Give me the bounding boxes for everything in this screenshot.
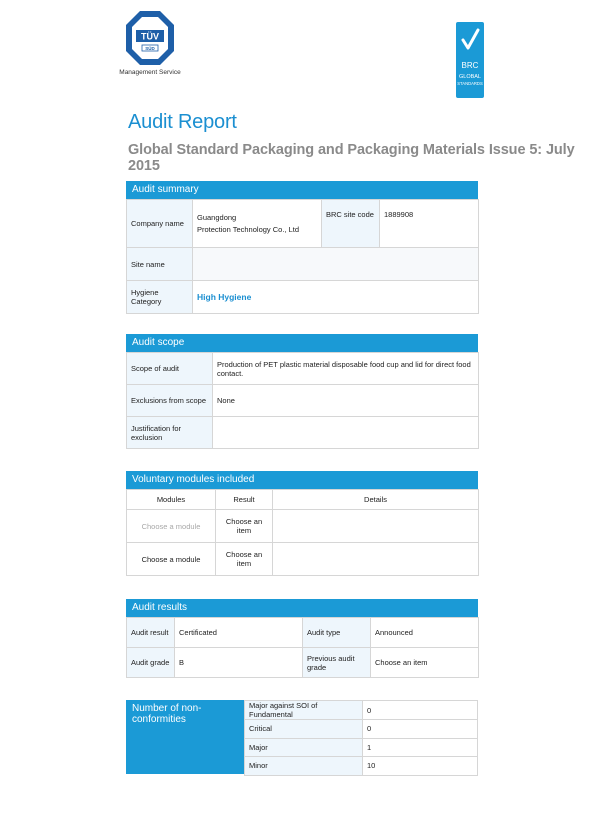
table-row (245, 757, 478, 776)
non-conformities-section (126, 700, 478, 774)
company-name-label: Company name (127, 200, 193, 248)
audit-results-table (126, 617, 479, 678)
tuv-caption: Management Service (119, 69, 181, 76)
company-name-line-1: Guangdong (197, 213, 237, 222)
table-row (127, 417, 479, 449)
audit-type-value: Announced (371, 618, 479, 648)
brc-global-standards-logo (456, 22, 484, 98)
table-row (245, 701, 478, 720)
scope-of-audit-label: Scope of audit (127, 353, 213, 385)
justification-label: Justification for exclusion (127, 417, 213, 449)
hygiene-category-value: High Hygiene (193, 281, 479, 314)
brc-logo-line-2: GLOBAL (458, 74, 482, 80)
table-row (245, 720, 478, 739)
column-header-result: Result (216, 490, 273, 510)
table-row (127, 248, 479, 281)
site-name-label: Site name (127, 248, 193, 281)
audit-scope-section (126, 334, 478, 449)
voluntary-modules-table (126, 489, 479, 576)
brc-site-code-value: 1889908 (380, 200, 479, 248)
nc-major-label: Major (245, 738, 363, 757)
nc-minor-value: 10 (363, 757, 478, 776)
non-conformities-heading: Number of non-conformities (126, 700, 244, 774)
audit-summary-heading: Audit summary (126, 181, 478, 199)
details-cell (273, 543, 479, 576)
report-title: Audit Report (128, 111, 237, 133)
site-name-value (193, 248, 479, 281)
table-row (245, 738, 478, 757)
audit-scope-heading: Audit scope (126, 334, 478, 352)
brc-logo-line-1: BRC (461, 61, 479, 70)
audit-result-value: Certificated (175, 618, 303, 648)
table-row (127, 618, 479, 648)
hygiene-category-label: Hygiene Category (127, 281, 193, 314)
previous-audit-grade-select[interactable]: Choose an item (371, 648, 479, 678)
table-row (127, 648, 479, 678)
nc-major-soi-value: 0 (363, 701, 478, 720)
brc-badge-icon (456, 22, 484, 98)
nc-major-soi-label: Major against SOI of Fundamental (245, 701, 363, 720)
table-row (127, 353, 479, 385)
audit-result-label: Audit result (127, 618, 175, 648)
module-select[interactable]: Choose a module (127, 543, 216, 576)
nc-critical-label: Critical (245, 720, 363, 739)
voluntary-modules-heading: Voluntary modules included (126, 471, 478, 489)
tuv-sud-logo (118, 10, 182, 76)
details-cell (273, 510, 479, 543)
report-subtitle: Global Standard Packaging and Packaging Materials Issue 5: July 2015 (128, 142, 575, 174)
table-row (127, 281, 479, 314)
table-row (127, 543, 479, 576)
audit-grade-value: B (175, 648, 303, 678)
audit-scope-table (126, 352, 479, 449)
nc-minor-label: Minor (245, 757, 363, 776)
module-select[interactable]: Choose a module (127, 510, 216, 543)
non-conformities-table (244, 700, 478, 776)
result-select[interactable]: Choose an item (216, 510, 273, 543)
exclusions-label: Exclusions from scope (127, 385, 213, 417)
column-header-details: Details (273, 490, 479, 510)
exclusions-value: None (213, 385, 479, 417)
tuv-octagon-icon (125, 10, 175, 66)
audit-summary-section (126, 181, 478, 314)
tuv-logo-text: TÜV (141, 31, 159, 42)
scope-of-audit-value: Production of PET plastic material disposable food cup and lid for direct food contact. (213, 353, 479, 385)
brc-logo-line-3: STANDARDS (457, 81, 483, 86)
table-row (127, 200, 479, 248)
company-name-line-2: Protection Technology Co., Ltd (197, 225, 300, 234)
audit-summary-table (126, 199, 479, 314)
tuv-logo-sub: SÜD (145, 46, 155, 51)
audit-type-label: Audit type (303, 618, 371, 648)
table-header-row (127, 490, 479, 510)
nc-critical-value: 0 (363, 720, 478, 739)
column-header-modules: Modules (127, 490, 216, 510)
company-name-value (193, 200, 322, 248)
audit-results-section (126, 599, 478, 678)
result-select[interactable]: Choose an item (216, 543, 273, 576)
previous-audit-grade-label: Previous audit grade (303, 648, 371, 678)
voluntary-modules-section (126, 471, 478, 576)
audit-grade-label: Audit grade (127, 648, 175, 678)
table-row (127, 510, 479, 543)
justification-value (213, 417, 479, 449)
nc-major-value: 1 (363, 738, 478, 757)
brc-site-code-label: BRC site code (322, 200, 380, 248)
table-row (127, 385, 479, 417)
audit-results-heading: Audit results (126, 599, 478, 617)
